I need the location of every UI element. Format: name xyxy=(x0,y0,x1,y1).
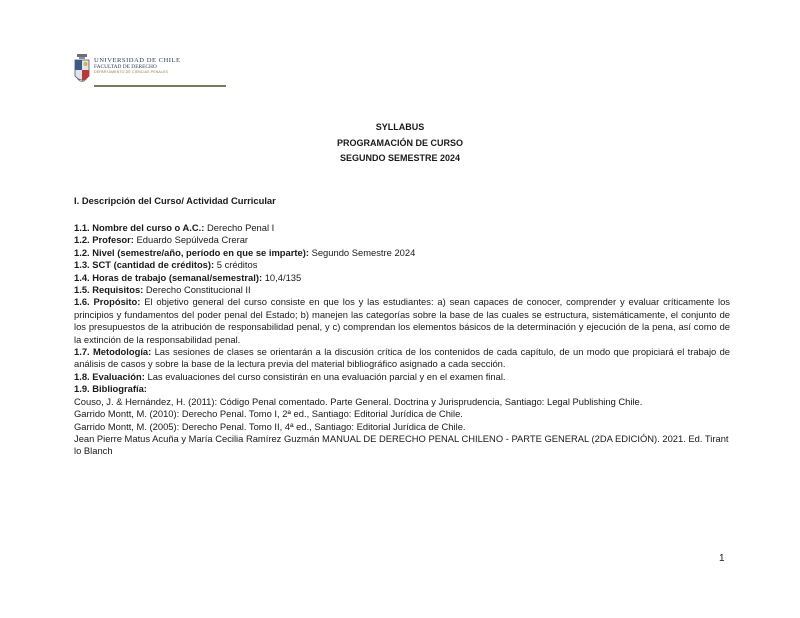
item-value: 5 créditos xyxy=(214,259,258,271)
header-syllabus: SYLLABUS xyxy=(375,122,425,132)
item-value: Derecho Penal I xyxy=(204,222,275,233)
logo-department-name: DEPARTAMENTO DE CIENCIAS PENALES xyxy=(94,70,169,74)
item-label: 1.1. Nombre del curso o A.C.: xyxy=(74,222,205,233)
course-description xyxy=(74,222,730,458)
item-hours xyxy=(74,272,730,284)
item-methodology xyxy=(74,346,730,371)
item-label: 1.3. SCT (cantidad de créditos): xyxy=(74,259,215,271)
item-label: 1.9. Bibliografía: xyxy=(74,383,147,395)
item-bibliography xyxy=(74,383,730,395)
item-value: Las evaluaciones del curso consistirán en una evaluación parcial y en el examen final. xyxy=(144,370,506,382)
bibliography-entry: Jean Pierre Matus Acuña y María Cecilia Ramírez Guzmán MANUAL DE DERECHO PENAL CHILENO - PARTE GENERAL (2DA EDICIÓN). 2021. Ed. Tirant lo Blanch xyxy=(74,432,729,457)
logo-divider xyxy=(94,85,226,87)
logo-university-name: UNIVERSIDAD DE CHILE xyxy=(94,57,181,64)
item-purpose xyxy=(74,296,730,346)
section-title: I. Descripción del Curso/ Actividad Curricular xyxy=(74,195,276,206)
page-number: 1 xyxy=(719,553,725,564)
bibliography-entry: Garrido Montt, M. (2010): Derecho Penal. Tomo I, 2ª ed., Santiago: Editorial Jurídica de Chile. xyxy=(74,408,463,420)
university-seal-icon xyxy=(74,54,90,86)
bibliography-entry: Couso, J. & Hernández, H. (2011): Código Penal comentado. Parte General. Doctrina y Jurisprudencia, Santiago: Legal Publishing Chile. xyxy=(74,395,643,407)
item-value: El objetivo general del curso consiste en que los y las estudiantes: a) sean capaces de conocer, comprender y evaluar críticamente los principios y fundamentos del poder penal del Estado; b) manejen las categorías sobre la base de las cuales se estructura, sistemáticamente, el conjunto de los presupuestos de la atribución de responsabilidad penal, y c) comprendan los elementos básicos de la determinación y ejecución de la pena, así como de la extinción de la responsabilidad penal. xyxy=(74,296,730,345)
item-course-name xyxy=(74,222,730,234)
item-credits xyxy=(74,259,730,271)
item-professor xyxy=(74,234,730,246)
item-label: 1.2. Nivel (semestre/año, período en que se imparte): xyxy=(74,246,309,258)
item-label: 1.7. Metodología: xyxy=(74,346,152,358)
bibliography-list xyxy=(74,396,730,458)
item-label: 1.4. Horas de trabajo (semanal/semestral): xyxy=(74,271,263,283)
item-value: Derecho Constitucional II xyxy=(143,284,251,296)
item-value: 10,4/135 xyxy=(262,271,302,283)
bibliography-entry: Garrido Montt, M. (2005): Derecho Penal. Tomo II, 4ª ed., Santiago: Editorial Jurídica de Chile. xyxy=(74,420,466,432)
item-level xyxy=(74,247,730,259)
item-label: 1.6. Propósito: xyxy=(74,296,141,308)
item-value: Segundo Semestre 2024 xyxy=(308,246,416,258)
item-value: Eduardo Sepúlveda Crerar xyxy=(133,234,249,246)
item-label: 1.2. Profesor: xyxy=(74,234,134,246)
header-program: PROGRAMACIÓN DE CURSO xyxy=(336,138,463,148)
header-semester: SEGUNDO SEMESTRE 2024 xyxy=(339,153,461,163)
university-logo xyxy=(74,54,181,88)
logo-faculty-name: FACULTAD DE DERECHO xyxy=(94,64,157,70)
item-label: 1.8. Evaluación: xyxy=(74,370,145,382)
item-evaluation xyxy=(74,371,730,383)
item-label: 1.5. Requisitos: xyxy=(74,284,144,296)
item-requirements xyxy=(74,284,730,296)
item-value: Las sesiones de clases se orientarán a la discusión crítica de los contenidos de cada capítulo, de un modo que propiciará el trabajo de análisis de casos y sobre la base de la lectura previa del material bibliográfico asignado a cada sección. xyxy=(74,346,730,370)
